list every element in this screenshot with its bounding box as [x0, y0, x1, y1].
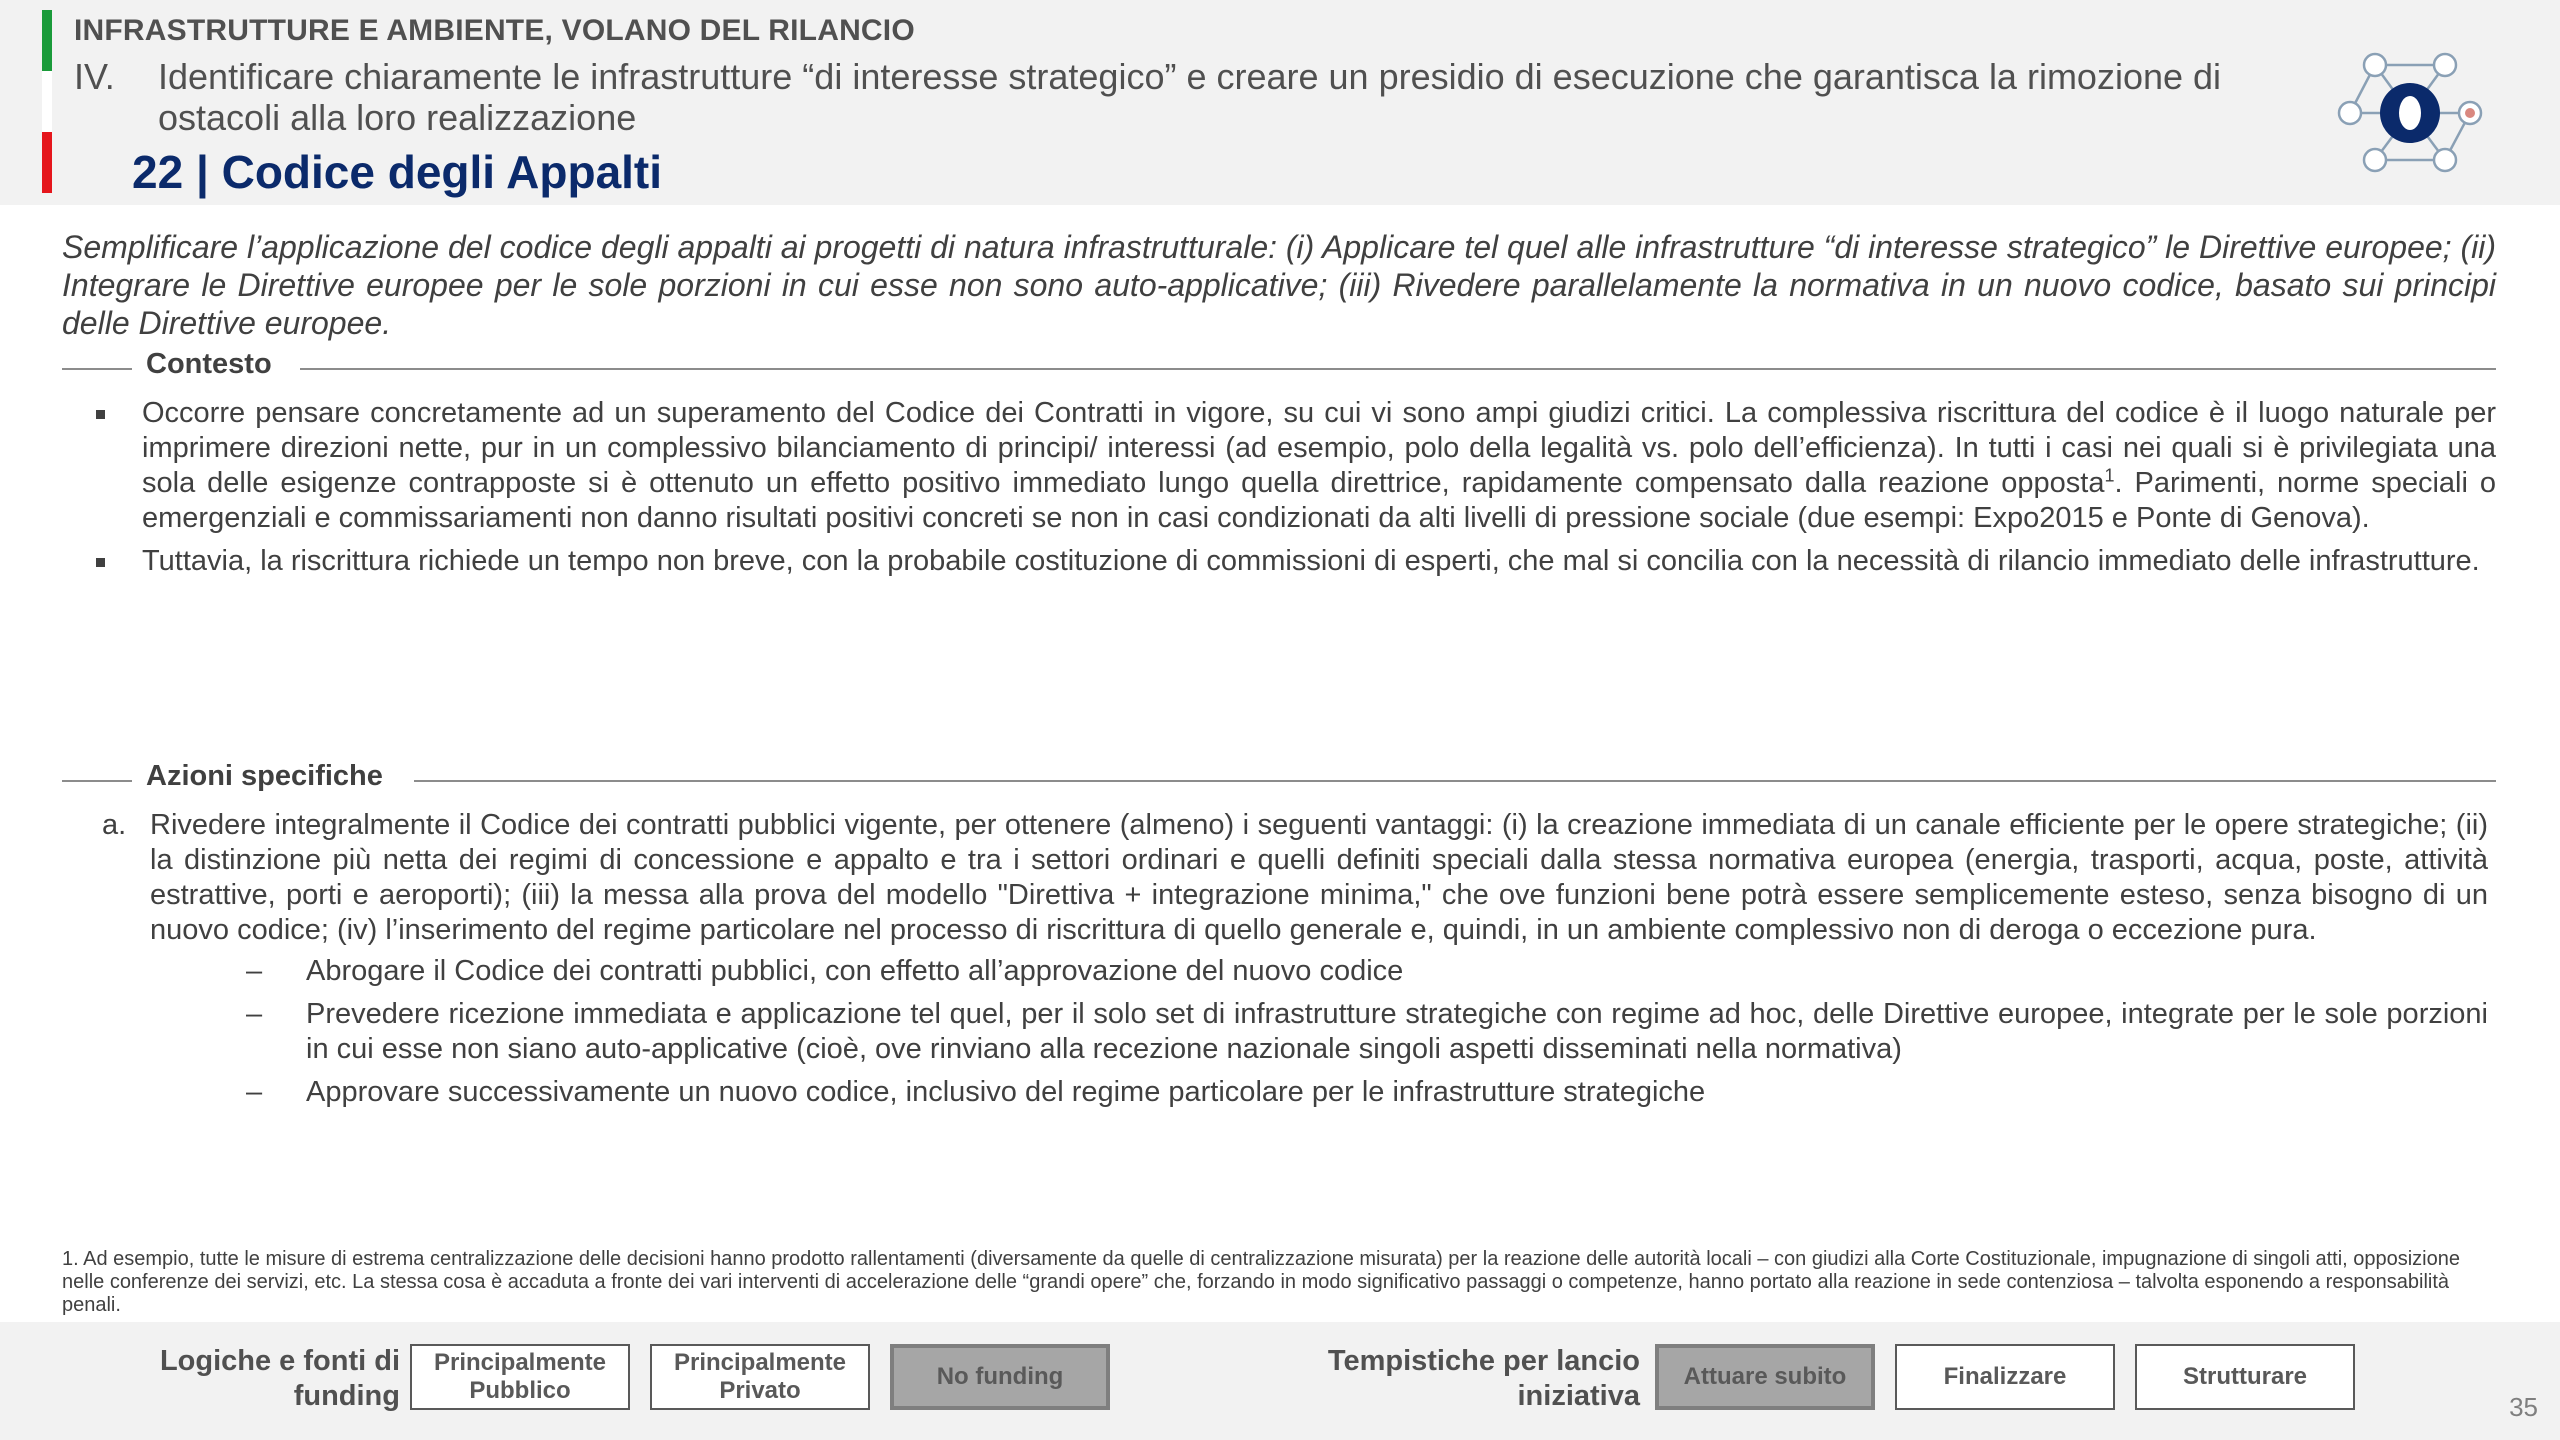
footnote: 1. Ad esempio, tutte le misure di estrema centralizzazione delle decisioni hanno prodotto rallentamenti (diversamente da quelle di centralizzazione misurata) per la reazione delle autorità locali – con giudizi alla Corte Costituzionale, impugnazione di singoli atti, opposizione nelle conferenze dei servizi, etc. La stessa cosa è accaduta a fronte dei vari interventi di accelerazione delle “grandi opere” che, forzando in modo significativo passaggi o competenze, hanno portato alla reazione in sede contenziosa – talvolta esponendo a responsabilità penali. [62, 1248, 2460, 1316]
contesto-bullets [96, 396, 2496, 587]
contesto-label: Contesto [146, 348, 272, 380]
italian-flag-bar [42, 10, 52, 193]
pillar-text: Identificare chiaramente le infrastrutture “di interesse strategico” e creare un presidio di esecuzione che garantisca la rimozione di ostacoli alla loro realizzazione [158, 56, 2222, 138]
page-title: 22 | Codice degli Appalti [132, 146, 663, 198]
sub-item: – Approvare successivamente un nuovo codice, inclusivo del regime particolare per le infrastrutture strategiche [246, 1076, 1706, 1108]
bullet-square-icon [96, 558, 105, 567]
funding-label: Logiche e fonti di funding [159, 1345, 400, 1412]
funding-option-no-funding[interactable]: No funding [890, 1344, 1110, 1410]
funding-option-privato[interactable]: Principalmente Privato [650, 1344, 870, 1410]
list-item: Tuttavia, la riscrittura richiede un tempo non breve, con la probabile costituzione di commissioni di esperti, che mal si concilia con la necessità di rilancio immediato delle infrastrutture. [96, 544, 2496, 579]
azioni-label: Azioni specifiche [146, 760, 383, 792]
action-item [102, 808, 2488, 948]
timing-label: Tempistiche per lancio iniziativa [1327, 1345, 1640, 1412]
funding-option-pubblico[interactable]: Principalmente Pubblico [410, 1344, 630, 1410]
pillar-number: IV. [74, 56, 115, 97]
sub-item: – Abrogare il Codice dei contratti pubblici, con effetto all’approvazione del nuovo codice [246, 955, 1404, 987]
action-subitems [246, 954, 2488, 1110]
timing-option-finalizzare[interactable]: Finalizzare [1895, 1344, 2115, 1410]
page-number: 35 [2509, 1392, 2538, 1422]
dash-icon: – [246, 1076, 263, 1108]
azioni-list [102, 808, 2488, 1118]
header [0, 0, 2560, 205]
network-logo-icon [2330, 45, 2490, 180]
intro-summary: Semplificare l’applicazione del codice degli appalti ai progetti di natura infrastrutturale: (i) Applicare tel quel alle infrastrutture “di interesse strategico” le Direttive europee; (ii) Integrare le Direttive europee per le sole porzioni in cui esse non sono auto-applicative; (iii) Rivedere parallelamente la normativa in un nuovo codice, basato sui principi delle Direttive europee. [62, 229, 2496, 341]
dash-icon: – [246, 955, 263, 987]
action-text: Rivedere integralmente il Codice dei contratti pubblici vigente, per ottenere (almeno) i seguenti vantaggi: (i) la creazione immediata di un canale efficiente per le opere strategiche; (ii) la distinzione più netta dei regimi di concessione e appalto e tra i settori ordinari e quelli definiti speciali dalla stessa normativa europea (energia, trasporti, acqua, poste, attività estrattive, porti e aeroporti); (iii) la messa alla prova del modello "Direttiva + integrazione minima," che ove funzioni bene potrà essere semplicemente esteso, senza bisogno di un nuovo codice; (iv) l’inserimento del regime particolare nel processo di riscrittura di quello generale e, quindi, in un ambiente complessivo non di deroga o eccezione pura. [150, 809, 2488, 946]
timing-option-attuare-subito[interactable]: Attuare subito [1655, 1344, 1875, 1410]
bullet-square-icon [96, 410, 105, 419]
footer [0, 1322, 2560, 1440]
action-letter: a. [102, 809, 127, 841]
timing-option-strutturare[interactable]: Strutturare [2135, 1344, 2355, 1410]
azioni-heading [62, 760, 2496, 800]
section-title: INFRASTRUTTURE E AMBIENTE, VOLANO DEL RILANCIO [74, 14, 915, 47]
contesto-heading [62, 348, 2496, 388]
sub-item: – Prevedere ricezione immediata e applicazione tel quel, per il solo set di infrastrutture strategiche con regime ad hoc, delle Direttive europee, integrate per le sole porzioni in cui esse non siano auto-applicative (cioè, ove rinviano alla recezione nazionale singoli aspetti disseminati nella normativa) [246, 998, 2488, 1065]
footnote-ref: 1 [2104, 465, 2115, 486]
list-item: Occorre pensare concretamente ad un superamento del Codice dei Contratti in vigore, su cui vi sono ampi giudizi critici. La complessiva riscrittura del codice è il luogo naturale per imprimere direzioni nette, pur in un complessivo bilanciamento di principi/ interessi (ad esempio, polo della legalità vs. polo dell’efficienza). In tutti i casi nei quali si è privilegiata una sola delle esigenze contrapposte si è ottenuto un effetto positivo immediato lungo quella direttrice, rapidamente compensato dalla reazione opposta$^1$. Parimenti, norme speciali o emergenziali e commissariamenti non danno risultati positivi concreti se non in casi condizionati da alti livelli di pressione sociale (due esempi: Expo2015 e Ponte di Genova). [96, 396, 2496, 536]
dash-icon: – [246, 998, 263, 1030]
